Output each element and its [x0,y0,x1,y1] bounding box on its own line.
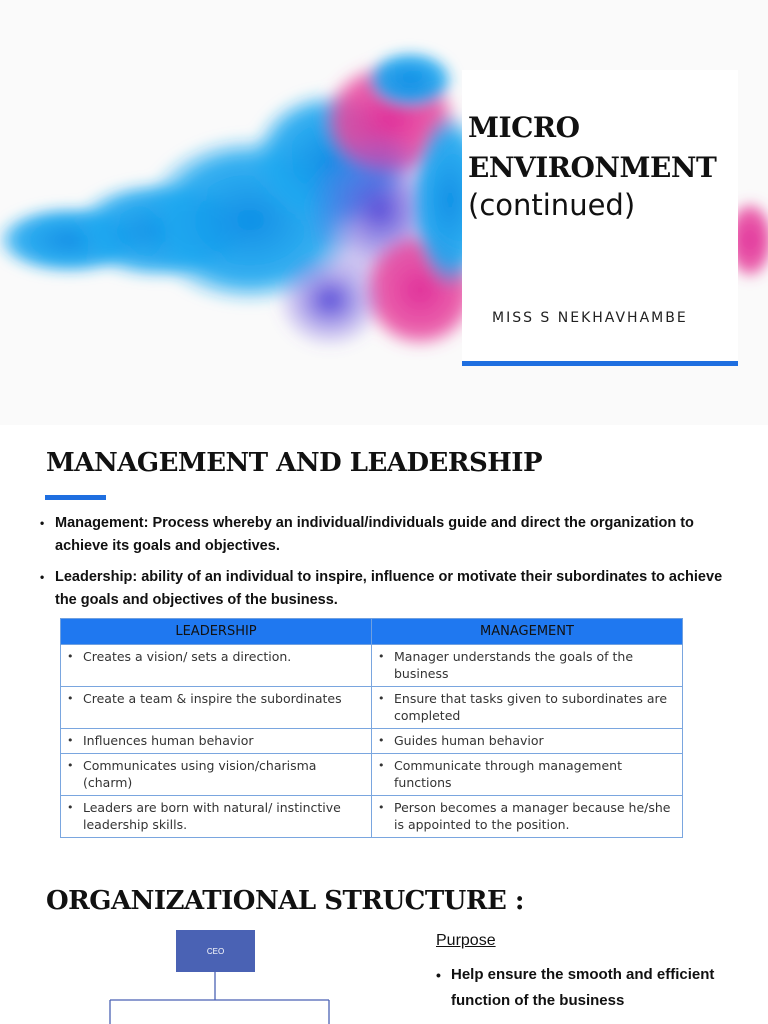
cover-title [468,108,716,188]
author-name: MISS S NEKHAVHAMBE [492,310,688,326]
cover-title-line1: MICRO [468,111,580,144]
definition-list [40,512,730,620]
cover-subtitle: (continued) [468,188,636,222]
table-cell: • Person becomes a manager because he/she is appointed to the position. [372,796,683,838]
org-chart-ceo-box: CEO [176,930,255,972]
table-row [61,796,683,838]
heading-accent-bar [45,495,106,500]
table-row [61,687,683,729]
table-header-row [61,619,683,645]
table-cell: • Manager understands the goals of the business [372,645,683,687]
management-definition: • Management: Process whereby an individual/individuals guide and direct the organization to achieve its goals and objectives. [40,512,730,558]
table-cell: • Influences human behavior [61,729,372,754]
cover-slide [0,0,768,425]
organizational-structure-slide [0,862,768,1024]
cover-title-line2: ENVIRONMENT [468,151,717,184]
title-underline-bar [462,361,738,366]
table-cell: • Creates a vision/ sets a direction. [61,645,372,687]
table-row [61,754,683,796]
column-header-management: MANAGEMENT [372,619,683,645]
management-leadership-slide [0,428,768,860]
slide-heading: MANAGEMENT AND LEADERSHIP [46,448,543,478]
table-cell: • Leaders are born with natural/ instinctive leadership skills. [61,796,372,838]
table-cell: • Guides human behavior [372,729,683,754]
table-cell: • Communicate through management functions [372,754,683,796]
table-cell: • Create a team & inspire the subordinates [61,687,372,729]
slide-heading: ORGANIZATIONAL STRUCTURE : [46,886,524,916]
purpose-list [436,962,756,1014]
table-cell: • Communicates using vision/charisma (charm) [61,754,372,796]
table-row [61,645,683,687]
table-cell: • Ensure that tasks given to subordinates are completed [372,687,683,729]
table-row [61,729,683,754]
comparison-table [60,618,683,838]
column-header-leadership: LEADERSHIP [61,619,372,645]
leadership-definition: • Leadership: ability of an individual to inspire, influence or motivate their subordinates to achieve the goals and objectives of the business. [40,566,730,612]
purpose-item: • Help ensure the smooth and efficient function of the business [436,962,756,1014]
title-card [462,70,738,366]
purpose-label: Purpose [436,932,496,949]
